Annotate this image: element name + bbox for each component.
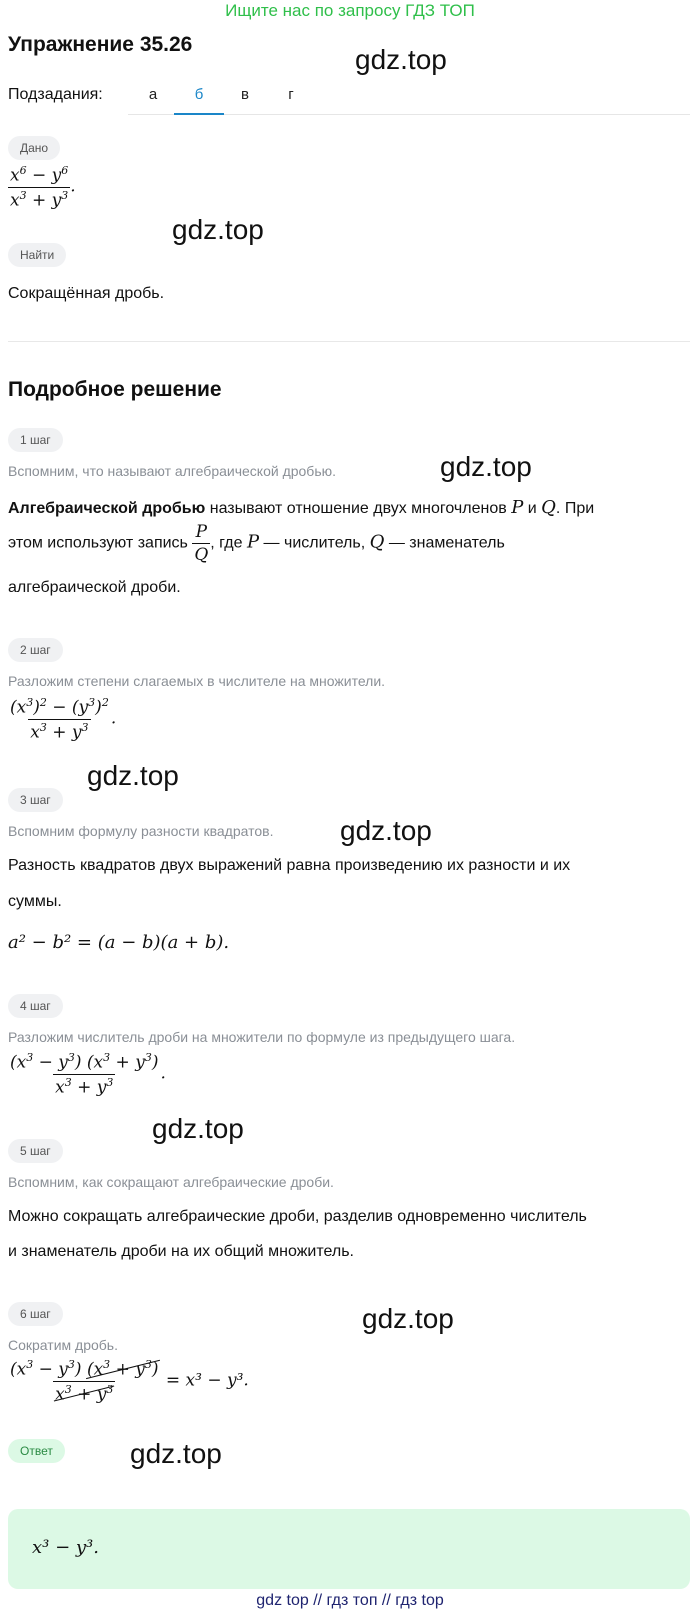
step-2-note: Разложим степени слагаемых в числителе на множители. xyxy=(8,673,386,689)
tab-a[interactable]: а xyxy=(148,86,158,103)
solution-title: Подробное решение xyxy=(8,378,222,401)
watermark: gdz.top xyxy=(362,1303,454,1334)
step-5-line-2: и знаменатель дроби на их общий множитель. xyxy=(8,1243,354,1260)
given-expression: $\frac{x^6 - y^6}{x^3 + y^3}$ . xyxy=(10,164,76,211)
top-banner: Ищите нас по запросу ГДЗ ТОП xyxy=(225,1,475,20)
step-6-expression: $\frac{(x^3 - y^3) (x^3 + y^3)}{x^3 + y^3}$ = x³ − y³. xyxy=(10,1358,249,1405)
step-5-note: Вспомним, как сокращают алгебраические дроби. xyxy=(8,1174,334,1190)
answer-text: x³ − y³. xyxy=(32,1537,99,1558)
subtasks-tabs xyxy=(128,78,690,115)
given-pill: Дано xyxy=(8,136,60,160)
step-6-pill: 6 шаг xyxy=(8,1302,63,1326)
step-6-result: = x³ − y³. xyxy=(165,1370,249,1391)
subtasks-label: Подзадания: xyxy=(8,86,103,103)
divider xyxy=(8,341,690,342)
watermark: gdz.top xyxy=(340,815,432,846)
step-2-pill: 2 шаг xyxy=(8,638,63,662)
step-3-formula: a² − b² = (a − b)(a + b). xyxy=(8,932,230,953)
footer-links[interactable]: gdz top // гдз топ // гдз top xyxy=(256,1592,444,1609)
step-2-expression: $\frac{(x^3)^2 - (y^3)^2}{x^3 + y^3}$ . xyxy=(10,696,117,743)
step-1-note: Вспомним, что называют алгебраической дробью. xyxy=(8,463,337,479)
watermark: gdz.top xyxy=(440,451,532,482)
tab-g[interactable]: г xyxy=(288,86,294,103)
page-title: Упражнение 35.26 xyxy=(8,33,193,56)
step-1-line-2: этом используют запись $\frac{P}{Q}$ , где P — числитель, Q — знаменатель xyxy=(8,522,505,565)
tab-v[interactable]: в xyxy=(241,86,249,103)
step-1-line-1: Алгебраической дробью называют отношение двух многочленов P и Q. При xyxy=(8,497,595,518)
step-3-line-1: Разность квадратов двух выражений равна произведению их разности и их xyxy=(8,857,571,874)
step-4-note: Разложим числитель дроби на множители по формуле из предыдущего шага. xyxy=(8,1029,516,1045)
step-5-pill: 5 шаг xyxy=(8,1139,63,1163)
step-6-note: Сократим дробь. xyxy=(8,1337,118,1353)
answer-box xyxy=(8,1509,690,1589)
step-1-line-3: алгебраической дроби. xyxy=(8,579,181,596)
step-3-line-2: суммы. xyxy=(8,893,62,910)
step-3-note: Вспомним формулу разности квадратов. xyxy=(8,823,274,839)
answer-pill: Ответ xyxy=(8,1439,65,1463)
watermark: gdz.top xyxy=(355,44,447,75)
find-pill: Найти xyxy=(8,243,66,267)
step-4-expression: $\frac{(x^3 - y^3) (x^3 + y^3)}{x^3 + y^3}$ . xyxy=(10,1051,166,1098)
watermark: gdz.top xyxy=(172,214,264,245)
watermark: gdz.top xyxy=(152,1113,244,1144)
step-5-line-1: Можно сокращать алгебраические дроби, разделив одновременно числитель xyxy=(8,1208,587,1225)
step-4-pill: 4 шаг xyxy=(8,994,63,1018)
step-3-pill: 3 шаг xyxy=(8,788,63,812)
tab-b[interactable]: б xyxy=(174,86,224,115)
step-1-pill: 1 шаг xyxy=(8,428,63,452)
watermark: gdz.top xyxy=(130,1438,222,1469)
watermark: gdz.top xyxy=(87,760,179,791)
find-text: Сокращённая дробь. xyxy=(8,285,165,302)
